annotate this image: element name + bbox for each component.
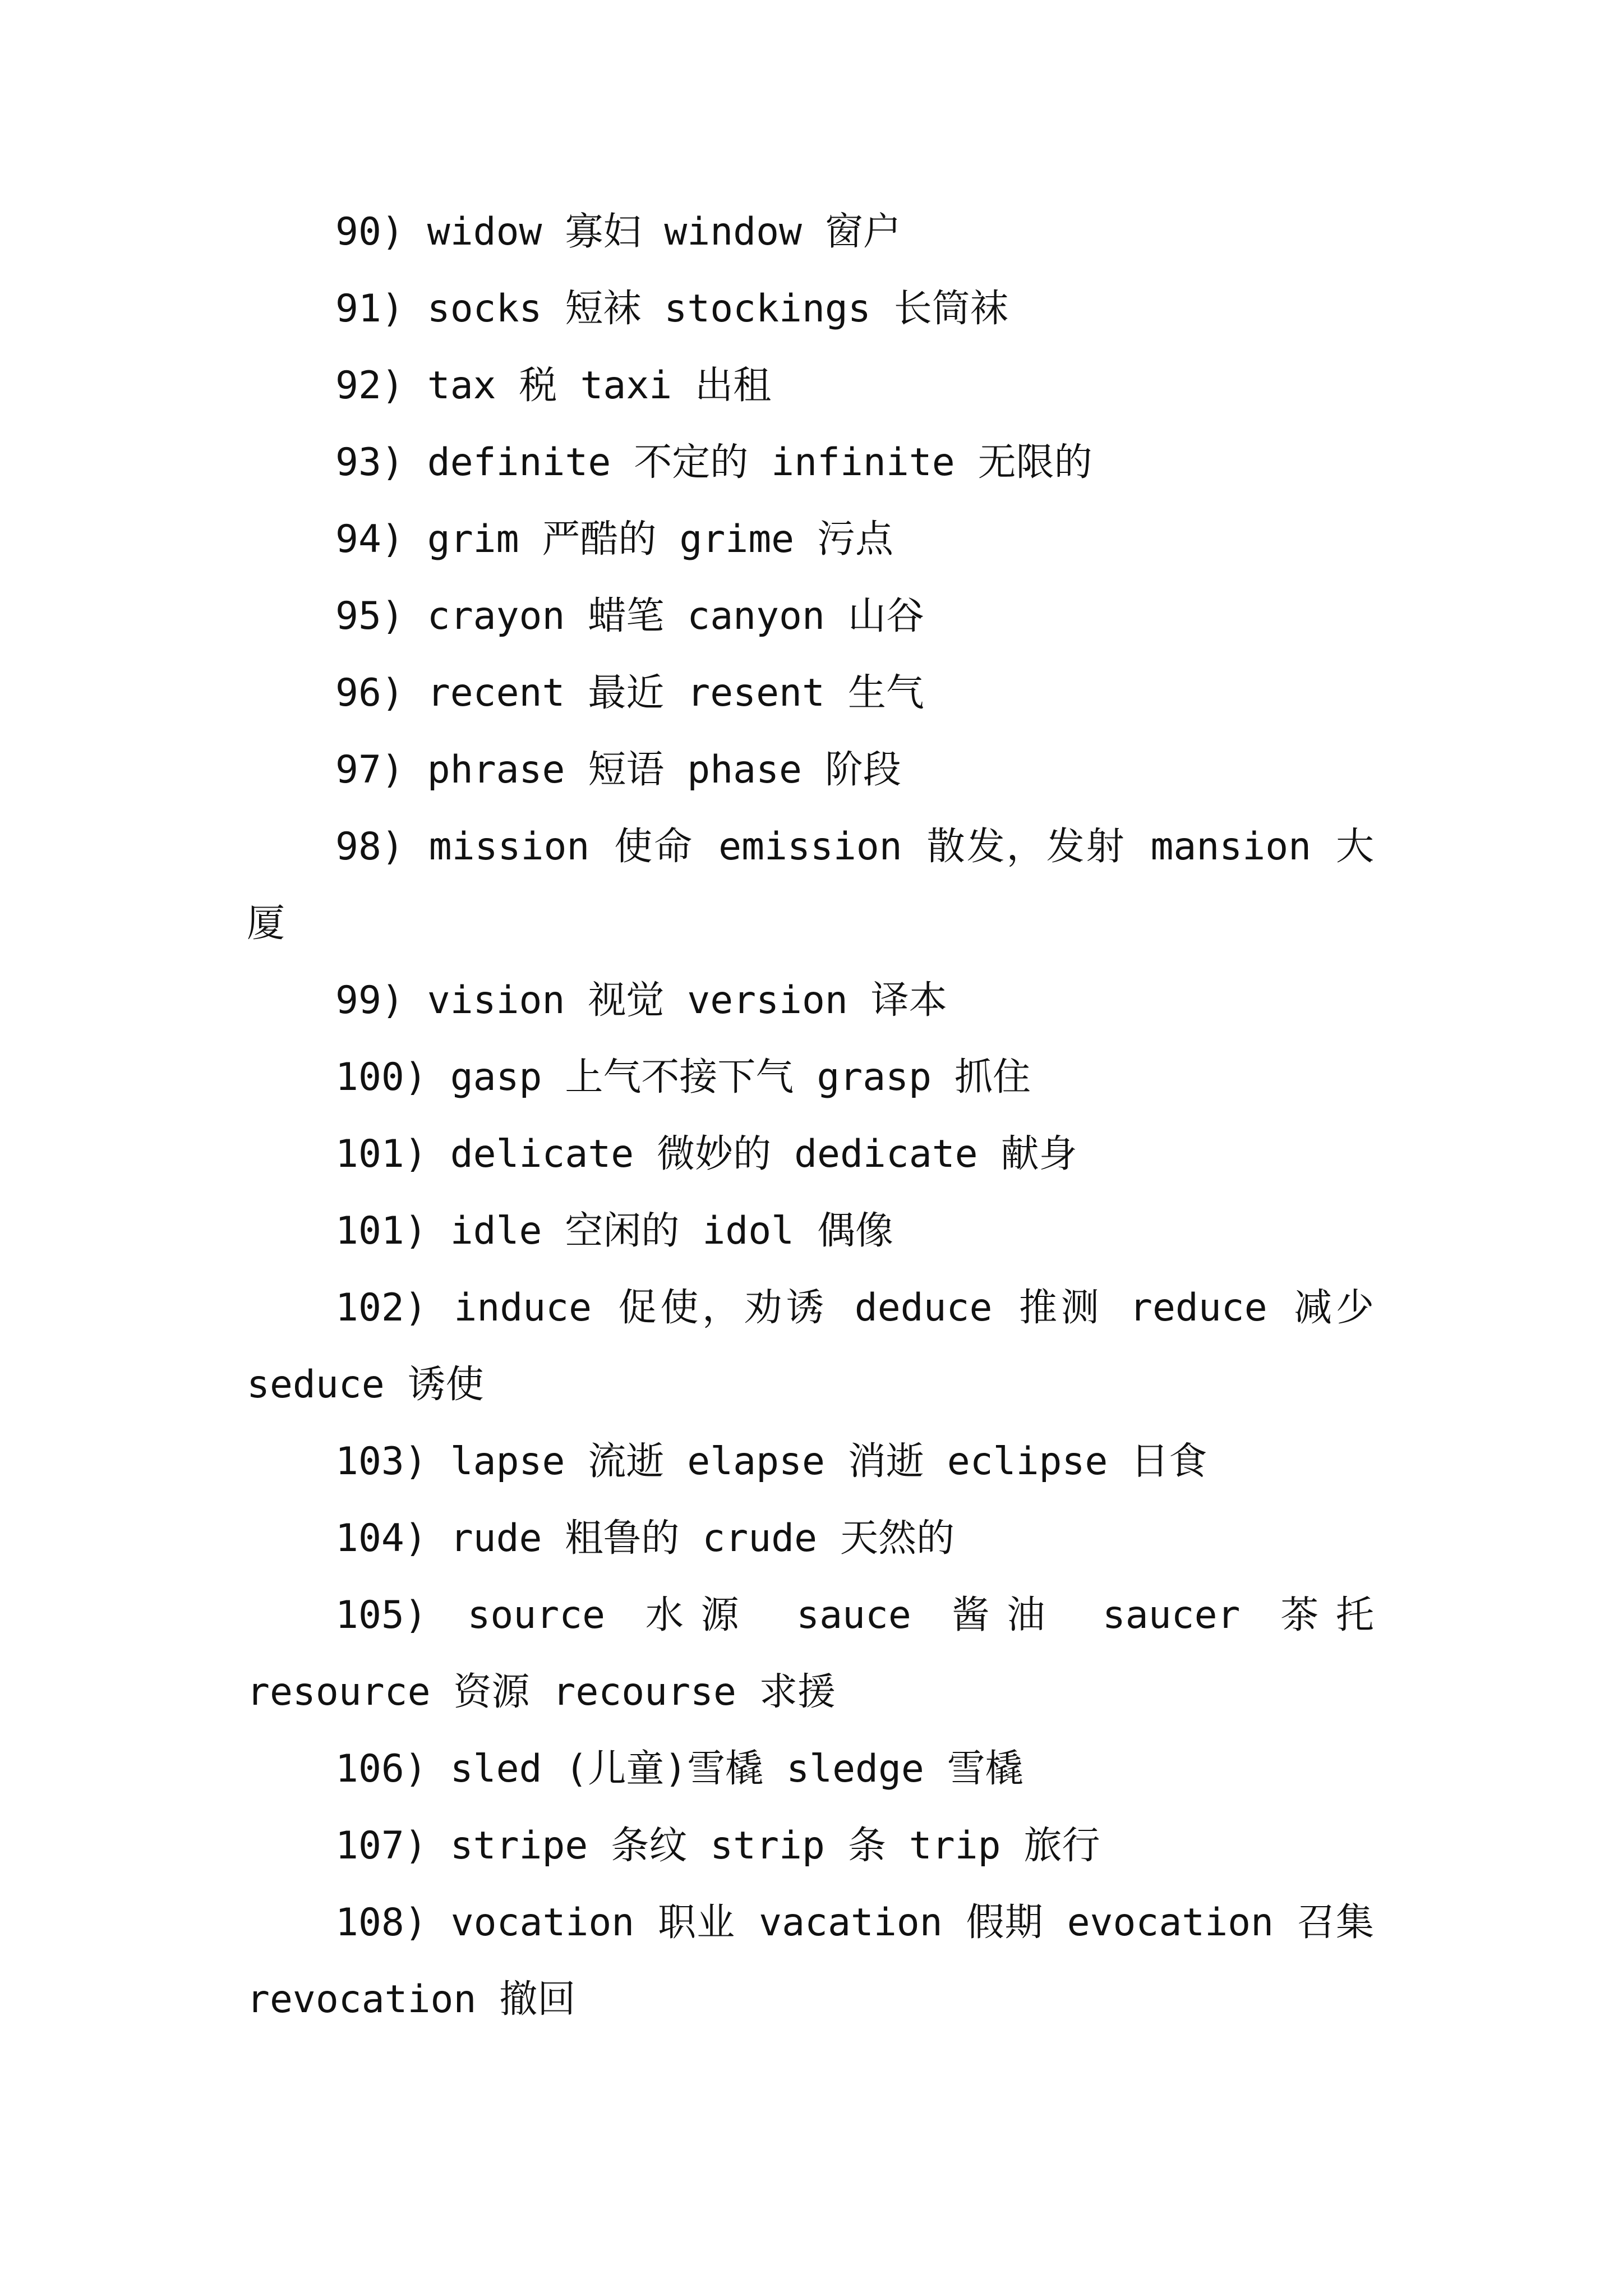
list-item: 99) vision 视觉 version 译本 bbox=[335, 978, 947, 1023]
list-item: 96) recent 最近 resent 生气 bbox=[335, 671, 924, 715]
list-item: 100) gasp 上气不接下气 grasp 抓住 bbox=[335, 1055, 1031, 1099]
list-item: 93) definite 不定的 infinite 无限的 bbox=[335, 440, 1092, 485]
list-item: 91) socks 短袜 stockings 长筒袜 bbox=[335, 287, 1008, 331]
list-item: 107) stripe 条纹 strip 条 trip 旅行 bbox=[335, 1824, 1100, 1868]
list-item: 98) mission 使命 emission 散发，发射 mansion 大厦 bbox=[247, 825, 1374, 946]
list-item: 92) tax 税 taxi 出租 bbox=[335, 364, 772, 408]
list-item: 105) source 水源 sauce 酱油 saucer 茶托 resource 资源 recourse 求援 bbox=[247, 1593, 1397, 1714]
list-item: 94) grim 严酷的 grime 污点 bbox=[335, 517, 894, 562]
list-item: 103) lapse 流逝 elapse 消逝 eclipse 日食 bbox=[335, 1439, 1207, 1484]
vocabulary-list bbox=[247, 194, 1397, 2038]
list-item: 106) sled (儿童)雪橇 sledge 雪橇 bbox=[335, 1747, 1023, 1791]
list-item: 97) phrase 短语 phase 阶段 bbox=[335, 748, 901, 792]
list-item: 101) idle 空闲的 idol 偶像 bbox=[335, 1209, 894, 1253]
list-item: 101) delicate 微妙的 dedicate 献身 bbox=[335, 1132, 1077, 1176]
list-item: 104) rude 粗鲁的 crude 天然的 bbox=[335, 1516, 955, 1561]
list-item: 108) vocation 职业 vacation 假期 evocation 召集 revocation 撤回 bbox=[247, 1901, 1397, 2022]
list-item: 90) widow 寡妇 window 窗户 bbox=[335, 210, 901, 254]
list-item: 95) crayon 蜡笔 canyon 山谷 bbox=[335, 594, 924, 638]
list-item: 102) induce 促使，劝诱 deduce 推测 reduce 减少 seduce 诱使 bbox=[247, 1286, 1397, 1407]
